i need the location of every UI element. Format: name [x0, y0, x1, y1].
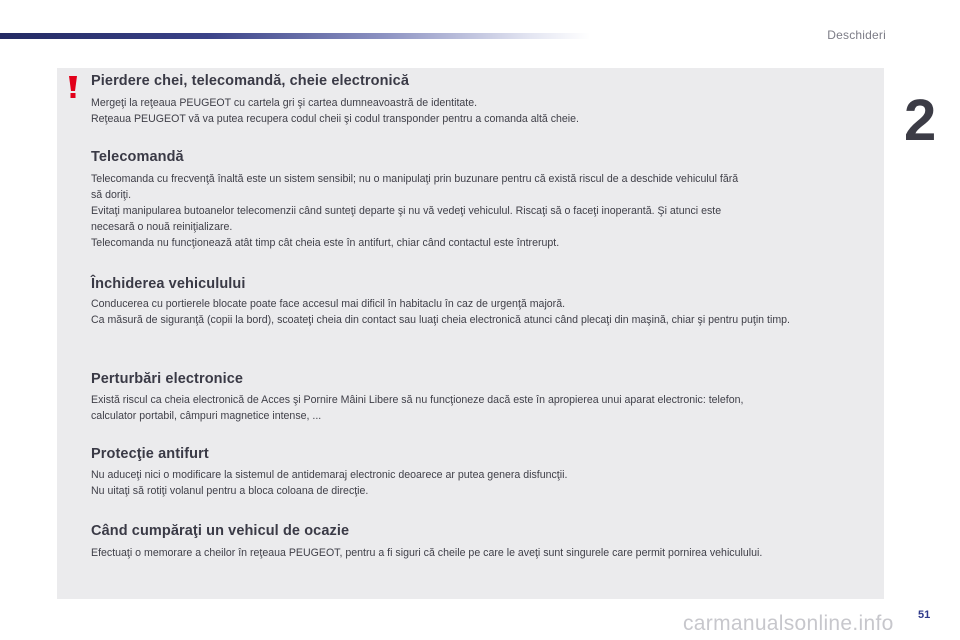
- section-remote: [91, 149, 876, 251]
- section-title: Deschideri: [827, 28, 886, 42]
- section-anti-theft: [91, 446, 876, 499]
- section-heading: Închiderea vehiculului: [91, 276, 246, 292]
- section-text: Mergeţi la reţeaua PEUGEOT cu cartela gri şi cartea dumneavoastră de identitate. Reţeaua PEUGEOT vă va putea recupera codul cheii şi codul transponder pentru a comanda altă cheie.: [91, 97, 579, 125]
- section-heading: Perturbări electronice: [91, 371, 244, 387]
- section-text: Telecomanda cu frecvenţă înaltă este un sistem sensibil; nu o manipulaţi prin buzunare pentru că există riscul de a deschide vehiculul fără să doriţi. Evitaţi manipularea butoanelor telecomenzii când sunteţi departe şi nu vă vedeţi vehiculul. Riscaţi să o faceţi inoperantă. Şi atunci este necesară o nouă reiniţializare. Telecomanda nu funcţionează atât timp cât cheia este în antifurt, chiar când contactul este întrerupt.: [91, 173, 739, 249]
- watermark-text: carmanualsonline.info: [683, 612, 894, 635]
- section-lost-keys: [91, 73, 876, 127]
- section-heading: Protecţie antifurt: [91, 446, 209, 462]
- section-heading: Pierdere chei, telecomandă, cheie electronică: [91, 73, 410, 89]
- chapter-number: 2: [904, 88, 937, 153]
- section-electronic-interference: [91, 371, 876, 424]
- section-text: Conducerea cu portierele blocate poate face accesul mai dificil în habitaclu în caz de urgenţă majoră. Ca măsură de siguranţă (copii la bord), scoateţi cheia din contact sau luaţi cheia electronică atunci când plecaţi din maşină, chiar şi pentru puţin timp.: [91, 298, 790, 326]
- header-gradient-rule: [0, 33, 590, 39]
- info-panel: [57, 68, 884, 599]
- section-heading: Când cumpăraţi un vehicul de ocazie: [91, 523, 350, 539]
- section-text: Există riscul ca cheia electronică de Acces şi Pornire Mâini Libere să nu funcţioneze dacă este în apropierea unui aparat electronic: telefon, calculator portabil, câmpuri magnetice intense, ...: [91, 394, 744, 422]
- section-text: Efectuaţi o memorare a cheilor în reţeaua PEUGEOT, pentru a fi siguri că cheile pe care le aveţi sunt singurele care permit pornirea vehiculului.: [91, 547, 763, 559]
- exclamation-icon: [66, 76, 80, 98]
- section-text: Nu aduceţi nici o modificare la sistemul de antidemaraj electronic deoarece ar putea genera disfuncţii. Nu uitaţi să rotiţi volanul pentru a bloca coloana de direcţie.: [91, 469, 568, 497]
- section-locking: [91, 276, 876, 328]
- page-number: 51: [918, 609, 931, 621]
- section-used-vehicle: [91, 523, 876, 561]
- section-heading: Telecomandă: [91, 149, 184, 165]
